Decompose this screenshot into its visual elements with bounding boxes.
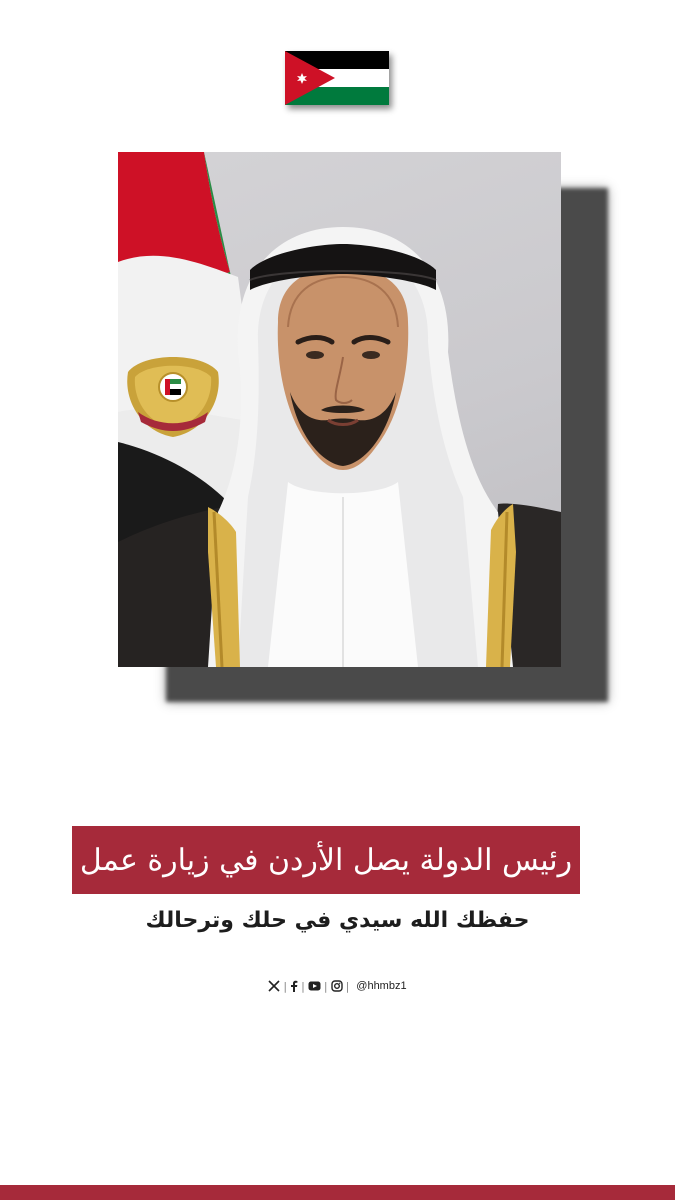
youtube-icon[interactable] <box>308 981 321 991</box>
subtitle: حفظك الله سيدي في حلك وترحالك <box>145 908 530 933</box>
jordan-flag-icon <box>285 51 389 105</box>
separator: | <box>345 979 350 993</box>
separator: | <box>301 979 305 993</box>
bottom-accent-bar <box>0 1185 675 1200</box>
instagram-icon[interactable] <box>331 980 343 992</box>
x-icon[interactable] <box>268 980 280 992</box>
separator: | <box>283 979 288 993</box>
title-banner <box>72 826 580 894</box>
facebook-icon[interactable] <box>290 980 298 992</box>
social-row <box>0 976 675 996</box>
portrait-image <box>118 152 561 667</box>
social-handle[interactable]: @hhmbz1 <box>356 980 407 992</box>
headline: رئيس الدولة يصل الأردن في زيارة عمل <box>79 842 573 878</box>
separator: | <box>323 979 328 993</box>
